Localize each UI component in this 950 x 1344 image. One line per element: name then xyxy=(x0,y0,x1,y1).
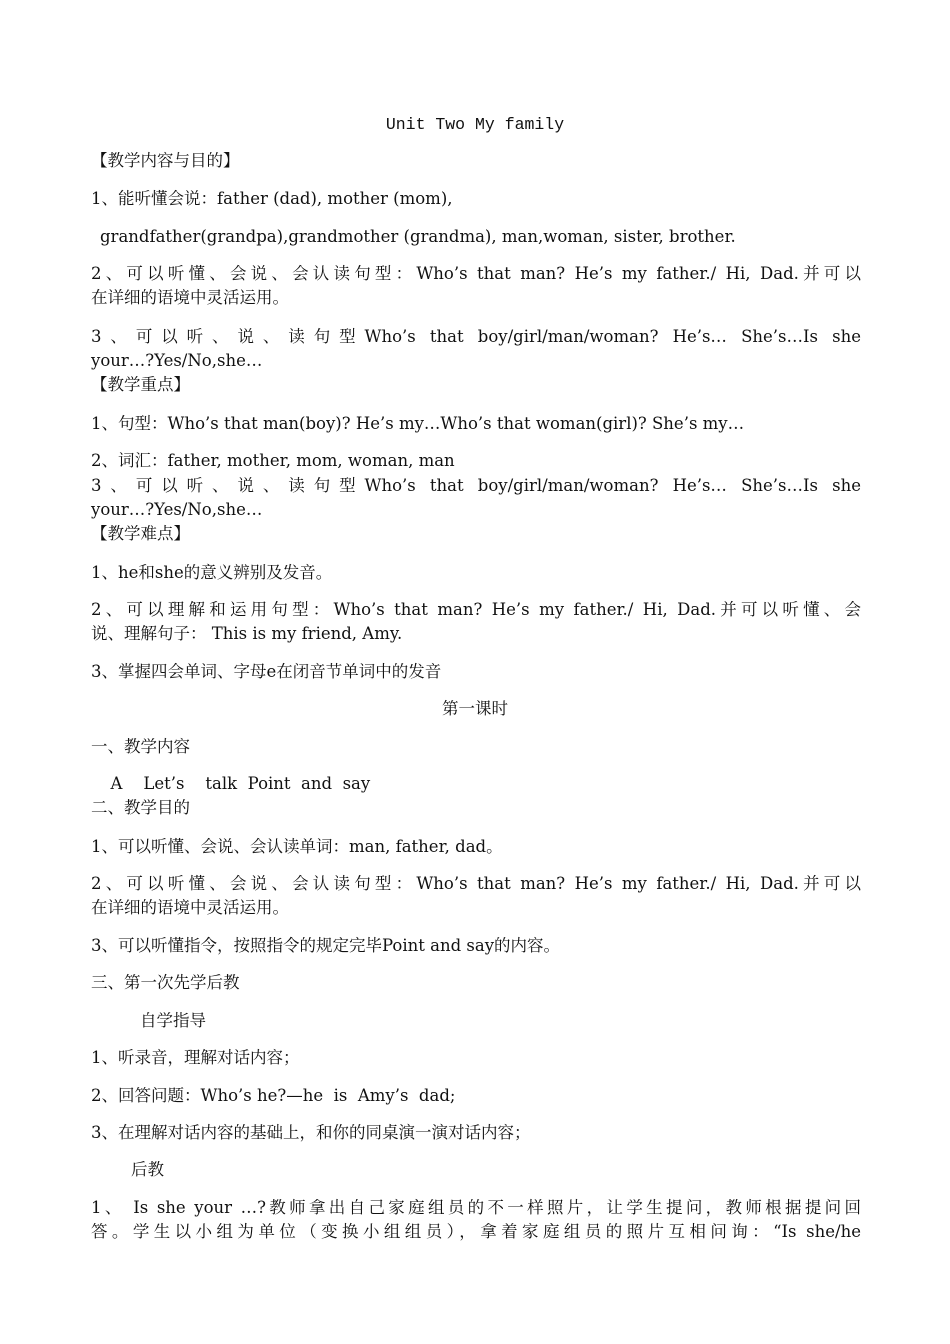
text-line: 1、可以听懂、会说、会认读单词：man, father, dad。 xyxy=(91,837,503,856)
text-line: 3、可以听懂指令，按照指令的规定完毕Point and say的内容。 xyxy=(91,936,561,955)
text-line: A Let’s talk Point and say xyxy=(100,774,371,793)
text-line: 1、 Is she your …?教师拿出自己家庭组员的不一样照片，让学生提问，教师根据提问回 xyxy=(91,1198,861,1217)
text-line: 3、掌握四会单词、字母e在闭音节单词中的发音 xyxy=(91,662,442,681)
document-title: Unit Two My family xyxy=(385,115,565,134)
section-heading: 二、教学目的 xyxy=(91,798,190,817)
text-line: 1、he和she的意义辨别及发音。 xyxy=(91,563,333,582)
text-line: 在详细的语境中灵活运用。 xyxy=(91,288,289,307)
section-heading-difficulties: 【教学难点】 xyxy=(91,524,190,543)
sub-heading: 自学指导 xyxy=(140,1011,206,1030)
text-line: 1、句型：Who’s that man(boy)? He’s my…Who’s that woman(girl)? She’s my… xyxy=(91,414,745,433)
text-line: 在详细的语境中灵活运用。 xyxy=(91,898,289,917)
section-heading-content: 【教学内容与目的】 xyxy=(91,151,240,170)
text-line: 2、回答问题：Who’s he?—he is Amy’s dad; xyxy=(91,1086,456,1105)
text-line: 1、能听懂会说：father (dad), mother (mom), xyxy=(91,189,453,208)
text-line: 3、可以听、说、读句型Who’s that boy/girl/man/woman? He’s… She’s…Is she xyxy=(91,327,861,346)
text-line: 3、可以听、说、读句型Who’s that boy/girl/man/woman? He’s… She’s…Is she xyxy=(91,476,861,495)
section-heading-key-points: 【教学重点】 xyxy=(91,375,190,394)
sub-heading: 后教 xyxy=(131,1160,164,1179)
text-line: your…?Yes/No,she… xyxy=(91,500,263,519)
text-line: grandfather(grandpa),grandmother (grandma), man,woman, sister, brother. xyxy=(100,227,736,246)
text-line: 2、可以理解和运用句型：Who’s that man? He’s my father./ Hi, Dad.并可以听懂、会 xyxy=(91,600,861,619)
section-heading: 一、教学内容 xyxy=(91,737,190,756)
text-line: 1、听录音，理解对话内容； xyxy=(91,1048,300,1067)
text-line: 3、在理解对话内容的基础上，和你的同桌演一演对话内容； xyxy=(91,1123,531,1142)
text-line: 说、理解句子： This is my friend, Amy. xyxy=(91,624,403,643)
lesson-heading: 第一课时 xyxy=(442,699,508,718)
text-line: 2、可以听懂、会说、会认读句型：Who’s that man? He’s my father./ Hi, Dad.并可以 xyxy=(91,874,861,893)
text-line: 2、可以听懂、会说、会认读句型：Who’s that man? He’s my father./ Hi, Dad.并可以 xyxy=(91,264,861,283)
section-heading: 三、第一次先学后教 xyxy=(91,973,240,992)
text-line: your…?Yes/No,she… xyxy=(91,351,263,370)
text-line: 2、词汇：father, mother, mom, woman, man xyxy=(91,451,455,470)
text-line: 答。学生以小组为单位（变换小组组员），拿着家庭组员的照片互相问询：“Is she/he xyxy=(91,1222,861,1241)
